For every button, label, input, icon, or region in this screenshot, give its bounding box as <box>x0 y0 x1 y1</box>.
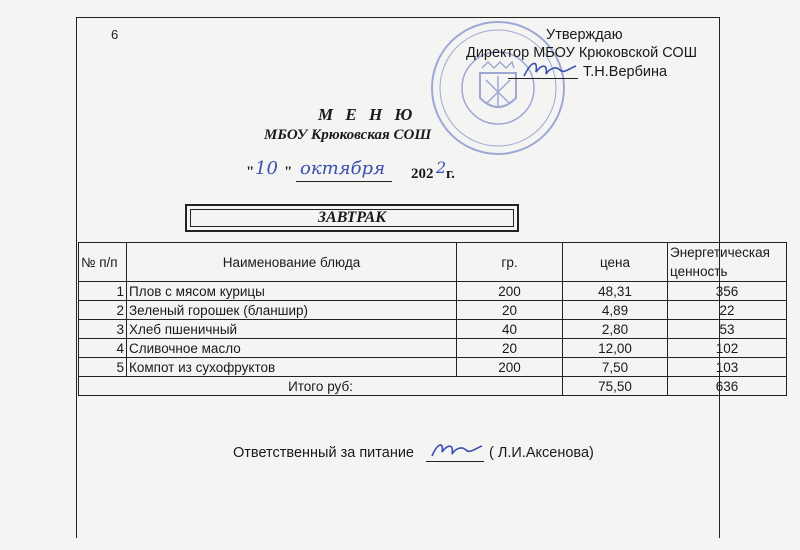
total-energy: 636 <box>668 377 787 396</box>
header-gr: гр. <box>457 243 563 282</box>
row-price: 7,50 <box>563 358 668 377</box>
date-quote-close: " <box>284 164 293 180</box>
row-name: Зеленый горошек (бланшир) <box>127 301 457 320</box>
date-day: 10 <box>255 158 278 179</box>
row-num: 5 <box>79 358 127 377</box>
header-name: Наименование блюда <box>127 243 457 282</box>
row-price: 4,89 <box>563 301 668 320</box>
responsible-signature <box>428 440 484 462</box>
table-row <box>79 320 787 339</box>
date-year: 202 <box>411 166 434 182</box>
table-row <box>79 301 787 320</box>
row-num: 1 <box>79 282 127 301</box>
row-num: 3 <box>79 320 127 339</box>
row-gr: 40 <box>457 320 563 339</box>
row-name: Компот из сухофруктов <box>127 358 457 377</box>
row-energy: 53 <box>668 320 787 339</box>
row-gr: 20 <box>457 301 563 320</box>
table-total-row <box>79 377 787 396</box>
total-label: Итого руб: <box>79 377 563 396</box>
row-name: Сливочное масло <box>127 339 457 358</box>
row-energy: 356 <box>668 282 787 301</box>
row-name: Плов с мясом курицы <box>127 282 457 301</box>
document-title: М Е Н Ю <box>318 105 417 124</box>
row-num: 2 <box>79 301 127 320</box>
row-energy: 22 <box>668 301 787 320</box>
row-energy: 103 <box>668 358 787 377</box>
menu-table <box>78 242 787 396</box>
date-month-line <box>296 181 392 182</box>
row-gr: 200 <box>457 358 563 377</box>
header-price: цена <box>563 243 668 282</box>
row-price: 48,31 <box>563 282 668 301</box>
header-num: № п/п <box>79 243 127 282</box>
meal-title: ЗАВТРАК <box>317 209 387 226</box>
table-header-row <box>79 243 787 282</box>
date-month: октября <box>300 158 385 179</box>
row-num: 4 <box>79 339 127 358</box>
meal-header-box <box>185 204 519 232</box>
responsible-name: ( Л.И.Аксенова) <box>489 445 594 461</box>
page-number: 6 <box>111 27 119 42</box>
row-price: 2,80 <box>563 320 668 339</box>
date-quote-open: " <box>246 164 255 180</box>
row-price: 12,00 <box>563 339 668 358</box>
director-signature <box>520 58 578 82</box>
row-name: Хлеб пшеничный <box>127 320 457 339</box>
row-gr: 200 <box>457 282 563 301</box>
responsible-label: Ответственный за питание <box>233 445 414 461</box>
total-price: 75,50 <box>563 377 668 396</box>
approval-line-1: Утверждаю <box>546 27 623 43</box>
date-year-suffix: г. <box>446 166 455 182</box>
header-energy: Энергетическая ценность <box>668 243 787 282</box>
date-year-handwritten: 2 <box>436 158 447 177</box>
row-gr: 20 <box>457 339 563 358</box>
table-row <box>79 339 787 358</box>
school-name: МБОУ Крюковская СОШ <box>264 127 432 143</box>
row-energy: 102 <box>668 339 787 358</box>
director-name: Т.Н.Вербина <box>583 64 668 80</box>
approval-line-2: Директор МБОУ Крюковской СОШ <box>466 45 697 61</box>
table-row <box>79 358 787 377</box>
table-row <box>79 282 787 301</box>
